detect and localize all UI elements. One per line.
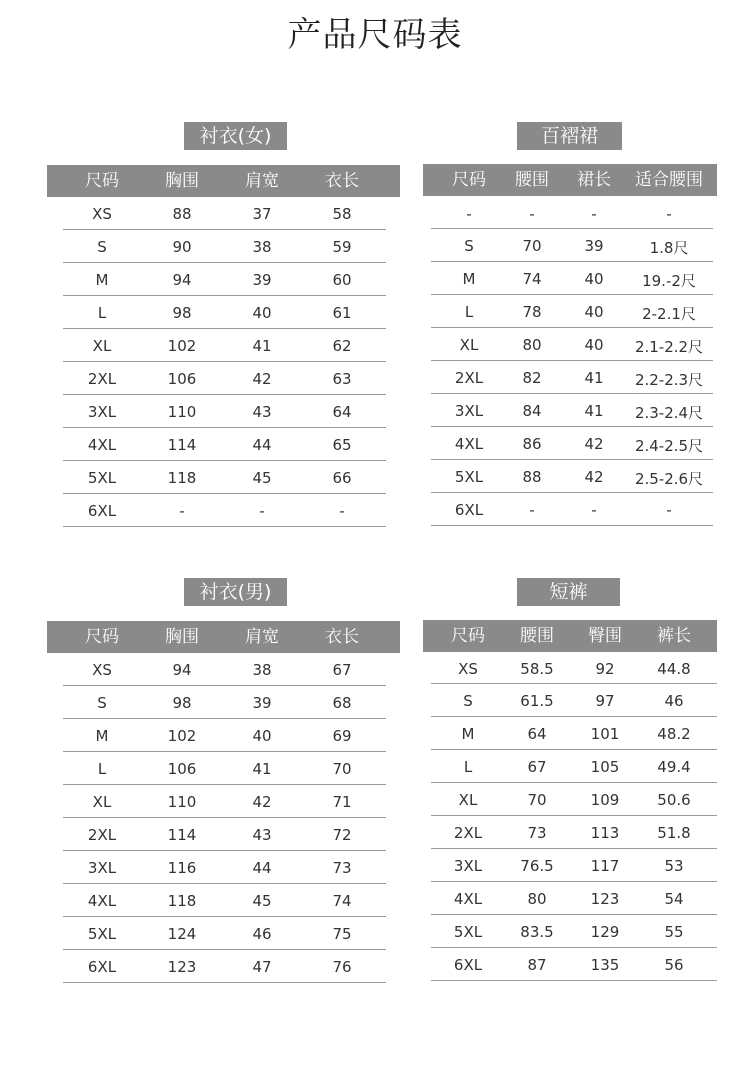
table-cell: 102 — [167, 337, 197, 355]
table-cell: 105 — [590, 758, 620, 776]
table-cell: 55 — [664, 923, 684, 941]
table-cell: 90 — [172, 238, 192, 256]
column-header: 适合腰围 — [635, 170, 703, 190]
table-cell: 4XL — [453, 890, 483, 908]
table-cell: 65 — [332, 436, 352, 454]
table-cell: 101 — [590, 725, 620, 743]
table-cell: - — [666, 501, 672, 519]
column-header: 胸围 — [165, 171, 199, 191]
table-cell: 50.6 — [657, 791, 691, 809]
table-cell: 92 — [595, 660, 615, 678]
table-cell: 84 — [522, 402, 542, 420]
table-cell: XS — [458, 660, 478, 678]
table-cell: 97 — [595, 692, 615, 710]
table-cell: M — [462, 270, 476, 288]
table-cell: 6XL — [87, 958, 117, 976]
table-cell: 46 — [664, 692, 684, 710]
table-cell: 6XL — [454, 501, 484, 519]
table-row — [63, 917, 386, 950]
table-cell: 94 — [172, 271, 192, 289]
table-cell: 66 — [332, 469, 352, 487]
column-header: 衣长 — [325, 627, 359, 647]
table-cell: - — [529, 501, 535, 519]
table-cell: 44 — [252, 859, 272, 877]
table-row — [63, 263, 386, 296]
table-cell: 2XL — [453, 824, 483, 842]
table-cell: 2XL — [87, 370, 117, 388]
page-title: 产品尺码表 — [287, 15, 463, 55]
table-row — [63, 851, 386, 884]
table-cell: 98 — [172, 304, 192, 322]
table-cell: 70 — [522, 237, 542, 255]
table-cell: L — [97, 304, 107, 322]
table-row — [63, 329, 386, 362]
table-row — [431, 816, 717, 849]
table-cell: 76 — [332, 958, 352, 976]
table-row — [431, 948, 717, 981]
table-row — [431, 394, 713, 427]
table-cell: 102 — [167, 727, 197, 745]
table-cell: - — [466, 205, 472, 223]
table-cell: 4XL — [87, 436, 117, 454]
table-cell: 40 — [584, 303, 604, 321]
table-cell: 3XL — [87, 403, 117, 421]
table-row — [63, 395, 386, 428]
table-cell: M — [461, 725, 475, 743]
table-cell: 42 — [584, 435, 604, 453]
table-cell: 6XL — [453, 956, 483, 974]
column-header: 胸围 — [165, 627, 199, 647]
table-cell: 47 — [252, 958, 272, 976]
column-header: 裙长 — [577, 170, 611, 190]
table-cell: 2.4-2.5尺 — [634, 437, 704, 455]
table-cell: 86 — [522, 435, 542, 453]
table-cell: 40 — [584, 270, 604, 288]
table-row — [431, 427, 713, 460]
table-cell: 64 — [332, 403, 352, 421]
table-row — [431, 197, 713, 229]
table-row — [63, 719, 386, 752]
table-cell: 48.2 — [657, 725, 691, 743]
table-row — [431, 493, 713, 526]
table-cell: 3XL — [454, 402, 484, 420]
table-row — [63, 362, 386, 395]
table-cell: 83.5 — [520, 923, 554, 941]
table-cell: XS — [92, 205, 112, 223]
table-cell: XL — [92, 337, 112, 355]
table-cell: 72 — [332, 826, 352, 844]
table-row — [431, 717, 717, 750]
table-cell: 113 — [590, 824, 620, 842]
table-cell: 4XL — [87, 892, 117, 910]
table-shorts-header — [423, 620, 717, 652]
table-cell: - — [591, 501, 597, 519]
column-header: 裤长 — [657, 626, 691, 646]
table-cell: 80 — [527, 890, 547, 908]
column-header: 尺码 — [451, 626, 485, 646]
table-cell: 64 — [527, 725, 547, 743]
table-cell: 39 — [252, 271, 272, 289]
table-cell: 76.5 — [520, 857, 554, 875]
table-cell: 73 — [332, 859, 352, 877]
table-cell: 56 — [664, 956, 684, 974]
table-cell: 2XL — [454, 369, 484, 387]
table-cell: 41 — [584, 369, 604, 387]
table-row — [431, 849, 717, 882]
table-cell: 42 — [252, 793, 272, 811]
table-cell: 114 — [167, 826, 197, 844]
table-cell: 42 — [584, 468, 604, 486]
table-cell: - — [591, 205, 597, 223]
table-cell: 82 — [522, 369, 542, 387]
table-cell: 40 — [252, 304, 272, 322]
table-cell: 74 — [522, 270, 542, 288]
table-cell: - — [259, 502, 265, 520]
table-cell: 43 — [252, 403, 272, 421]
table-cell: 62 — [332, 337, 352, 355]
table-cell: 58 — [332, 205, 352, 223]
table-cell: 3XL — [87, 859, 117, 877]
table-cell: 61 — [332, 304, 352, 322]
table-cell: 45 — [252, 469, 272, 487]
table-cell: - — [179, 502, 185, 520]
table-cell: 51.8 — [657, 824, 691, 842]
table-cell: 123 — [167, 958, 197, 976]
table-row — [431, 684, 717, 717]
table-cell: 61.5 — [520, 692, 554, 710]
table-row — [63, 785, 386, 818]
table-cell: M — [95, 727, 109, 745]
table-cell: 53 — [664, 857, 684, 875]
table-cell: 38 — [252, 238, 272, 256]
table-cell: 2.3-2.4尺 — [634, 404, 704, 422]
table-cell: 39 — [252, 694, 272, 712]
table-cell: 5XL — [87, 925, 117, 943]
table-cell: 44 — [252, 436, 272, 454]
table-pleated-skirt-header — [423, 164, 717, 196]
table-cell: 19.-2尺 — [642, 272, 696, 290]
column-header: 衣长 — [325, 171, 359, 191]
table-row — [431, 783, 717, 816]
table-cell: 2-2.1尺 — [642, 305, 696, 323]
table-cell: 118 — [167, 892, 197, 910]
table-title: 百褶裙 — [517, 122, 622, 150]
column-header: 肩宽 — [245, 171, 279, 191]
table-cell: 2XL — [87, 826, 117, 844]
table-cell: 110 — [167, 793, 197, 811]
table-cell: 123 — [590, 890, 620, 908]
table-cell: S — [464, 237, 474, 255]
table-row — [431, 460, 713, 493]
table-row — [63, 428, 386, 461]
table-cell: - — [529, 205, 535, 223]
table-cell: XS — [92, 661, 112, 679]
table-cell: 49.4 — [657, 758, 691, 776]
table-cell: 80 — [522, 336, 542, 354]
column-header: 腰围 — [520, 626, 554, 646]
table-row — [431, 262, 713, 295]
table-cell: 40 — [584, 336, 604, 354]
table-cell: 6XL — [87, 502, 117, 520]
table-cell: 38 — [252, 661, 272, 679]
table-cell: 1.8尺 — [649, 239, 689, 257]
table-cell: XL — [459, 336, 479, 354]
table-row — [431, 295, 713, 328]
table-title: 衬衣(男) — [184, 578, 287, 606]
table-cell: 40 — [252, 727, 272, 745]
table-row — [63, 818, 386, 851]
table-cell: 73 — [527, 824, 547, 842]
table-cell: 5XL — [453, 923, 483, 941]
table-blouse-men-header — [47, 621, 400, 653]
table-cell: 70 — [332, 760, 352, 778]
table-row — [63, 230, 386, 263]
table-row — [63, 884, 386, 917]
table-cell: 88 — [522, 468, 542, 486]
table-cell: 87 — [527, 956, 547, 974]
table-cell: 110 — [167, 403, 197, 421]
table-cell: 42 — [252, 370, 272, 388]
table-cell: 67 — [527, 758, 547, 776]
table-cell: 74 — [332, 892, 352, 910]
table-row — [431, 915, 717, 948]
table-row — [63, 494, 386, 527]
table-row — [431, 750, 717, 783]
table-cell: 75 — [332, 925, 352, 943]
table-cell: 43 — [252, 826, 272, 844]
table-cell: 46 — [252, 925, 272, 943]
table-cell: 45 — [252, 892, 272, 910]
table-cell: 41 — [252, 760, 272, 778]
table-row — [431, 652, 717, 684]
table-cell: L — [463, 758, 473, 776]
table-cell: 106 — [167, 370, 197, 388]
table-cell: 118 — [167, 469, 197, 487]
column-header: 腰围 — [515, 170, 549, 190]
table-row — [63, 296, 386, 329]
table-cell: 67 — [332, 661, 352, 679]
table-cell: 88 — [172, 205, 192, 223]
table-cell: 94 — [172, 661, 192, 679]
table-cell: 44.8 — [657, 660, 691, 678]
table-cell: S — [97, 694, 107, 712]
table-row — [63, 197, 386, 230]
column-header: 尺码 — [85, 627, 119, 647]
table-cell: 114 — [167, 436, 197, 454]
table-title: 衬衣(女) — [184, 122, 287, 150]
column-header: 臀围 — [588, 626, 622, 646]
table-row — [63, 461, 386, 494]
table-cell: 109 — [590, 791, 620, 809]
table-cell: 54 — [664, 890, 684, 908]
table-cell: L — [97, 760, 107, 778]
table-cell: 5XL — [87, 469, 117, 487]
column-header: 尺码 — [85, 171, 119, 191]
table-cell: 106 — [167, 760, 197, 778]
column-header: 肩宽 — [245, 627, 279, 647]
table-cell: 37 — [252, 205, 272, 223]
table-row — [431, 361, 713, 394]
table-row — [431, 328, 713, 361]
table-cell: XL — [92, 793, 112, 811]
table-cell: 39 — [584, 237, 604, 255]
table-cell: 98 — [172, 694, 192, 712]
table-row — [431, 882, 717, 915]
table-cell: XL — [458, 791, 478, 809]
table-cell: 60 — [332, 271, 352, 289]
table-cell: 135 — [590, 956, 620, 974]
table-cell: 68 — [332, 694, 352, 712]
table-cell: 116 — [167, 859, 197, 877]
table-cell: 70 — [527, 791, 547, 809]
table-title: 短裤 — [517, 578, 620, 606]
table-cell: 2.1-2.2尺 — [634, 338, 704, 356]
table-row — [431, 229, 713, 262]
table-cell: 117 — [590, 857, 620, 875]
table-cell: 63 — [332, 370, 352, 388]
table-cell: 2.5-2.6尺 — [634, 470, 704, 488]
table-cell: S — [97, 238, 107, 256]
table-cell: 59 — [332, 238, 352, 256]
table-row — [63, 950, 386, 983]
table-row — [63, 653, 386, 686]
table-cell: 2.2-2.3尺 — [634, 371, 704, 389]
table-row — [63, 686, 386, 719]
table-cell: 129 — [590, 923, 620, 941]
table-cell: 3XL — [453, 857, 483, 875]
table-cell: 124 — [167, 925, 197, 943]
table-cell: S — [463, 692, 473, 710]
table-cell: 69 — [332, 727, 352, 745]
table-cell: 41 — [252, 337, 272, 355]
table-cell: 71 — [332, 793, 352, 811]
table-cell: - — [666, 205, 672, 223]
column-header: 尺码 — [452, 170, 486, 190]
table-cell: M — [95, 271, 109, 289]
table-cell: - — [339, 502, 345, 520]
table-cell: 4XL — [454, 435, 484, 453]
table-cell: 78 — [522, 303, 542, 321]
table-cell: 5XL — [454, 468, 484, 486]
table-cell: 41 — [584, 402, 604, 420]
table-cell: 58.5 — [520, 660, 554, 678]
table-row — [63, 752, 386, 785]
table-blouse-women-header — [47, 165, 400, 197]
table-cell: L — [464, 303, 474, 321]
